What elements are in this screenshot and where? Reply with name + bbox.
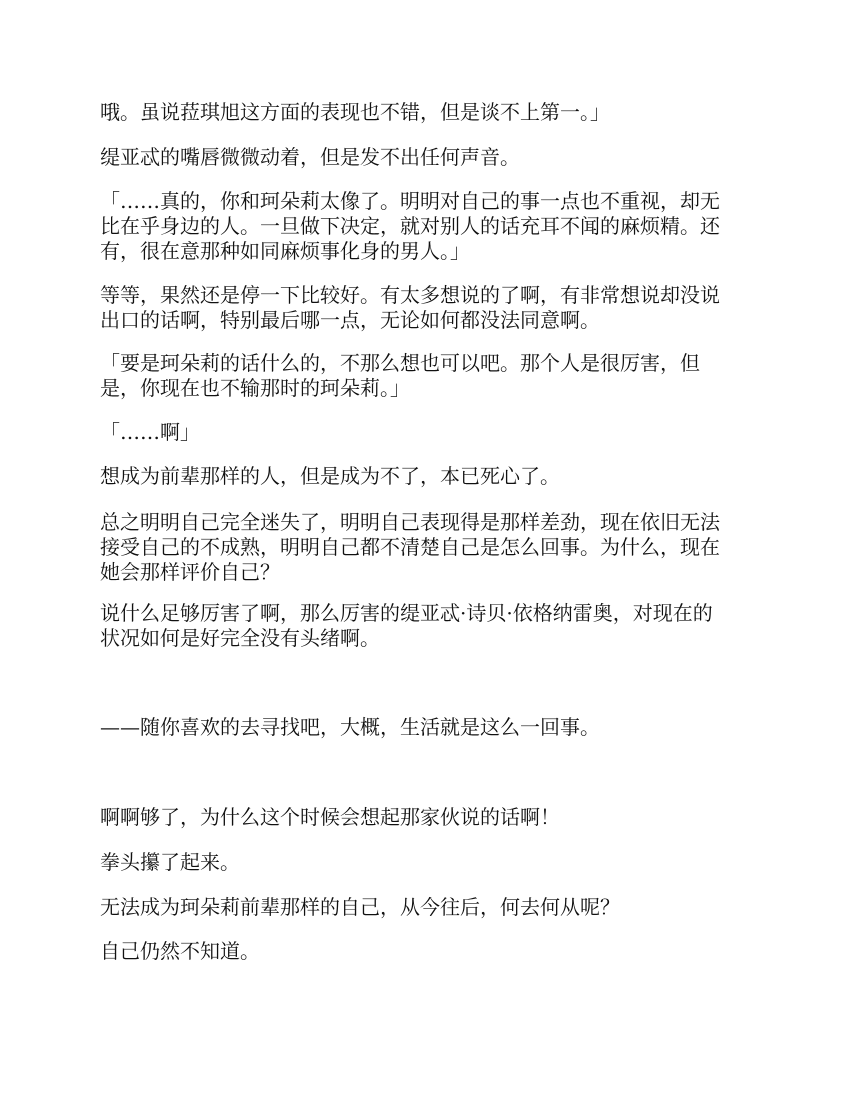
text-line: 拳头攥了起来。 [100, 850, 240, 874]
text-line: 她会那样评价自己？ [100, 560, 280, 584]
paragraph-10 [100, 715, 750, 740]
text-line: 出口的话啊，特别最后哪一点，无论如何都没法同意啊。 [100, 308, 600, 332]
paragraph-5 [100, 351, 750, 401]
paragraph-6 [100, 420, 750, 445]
paragraph-7 [100, 464, 750, 489]
paragraph-3 [100, 189, 750, 264]
paragraph-11 [100, 805, 750, 830]
text-line: 缇亚忒的嘴唇微微动着，但是发不出任何声音。 [100, 145, 520, 169]
text-line: 啊啊够了，为什么这个时候会想起那家伙说的话啊！ [100, 805, 560, 829]
text-line: 比在乎身边的人。一旦做下决定，就对别人的话充耳不闻的麻烦精。还 [100, 214, 720, 238]
paragraph-1 [100, 100, 750, 125]
paragraph-4 [100, 283, 750, 333]
paragraph-14 [100, 939, 750, 964]
text-line: 总之明明自己完全迷失了，明明自己表现得是那样差劲，现在依旧无法 [100, 510, 720, 534]
paragraph-9 [100, 601, 750, 651]
paragraph-2 [100, 145, 750, 170]
text-line: 无法成为珂朵莉前辈那样的自己，从今往后，何去何从呢？ [100, 895, 620, 919]
text-line: 接受自己的不成熟，明明自己都不清楚自己是怎么回事。为什么，现在 [100, 535, 720, 559]
text-line: 想成为前辈那样的人，但是成为不了，本已死心了。 [100, 464, 560, 488]
text-line: 「要是珂朵莉的话什么的，不那么想也可以吧。那个人是很厉害，但 [100, 351, 700, 375]
text-line: 哦。虽说菈琪旭这方面的表现也不错，但是谈不上第一。」 [100, 100, 610, 124]
text-line: 等等，果然还是停一下比较好。有太多想说的了啊，有非常想说却没说 [100, 283, 720, 307]
text-line: 说什么足够厉害了啊，那么厉害的缇亚忒·诗贝·依格纳雷奥，对现在的 [100, 601, 713, 625]
text-line: 是，你现在也不输那时的珂朵莉。」 [100, 376, 410, 400]
text-line: 有，很在意那种如同麻烦事化身的男人。」 [100, 239, 470, 263]
text-line: 自己仍然不知道。 [100, 939, 260, 963]
paragraph-12 [100, 850, 750, 875]
paragraph-8 [100, 510, 750, 585]
paragraph-13 [100, 895, 750, 920]
text-line: 「……啊」 [100, 420, 200, 444]
text-line: ——随你喜欢的去寻找吧，大概，生活就是这么一回事。 [100, 715, 600, 739]
text-line: 状况如何是好完全没有头绪啊。 [100, 626, 380, 650]
text-line: 「……真的，你和珂朵莉太像了。明明对自己的事一点也不重视，却无 [100, 189, 720, 213]
